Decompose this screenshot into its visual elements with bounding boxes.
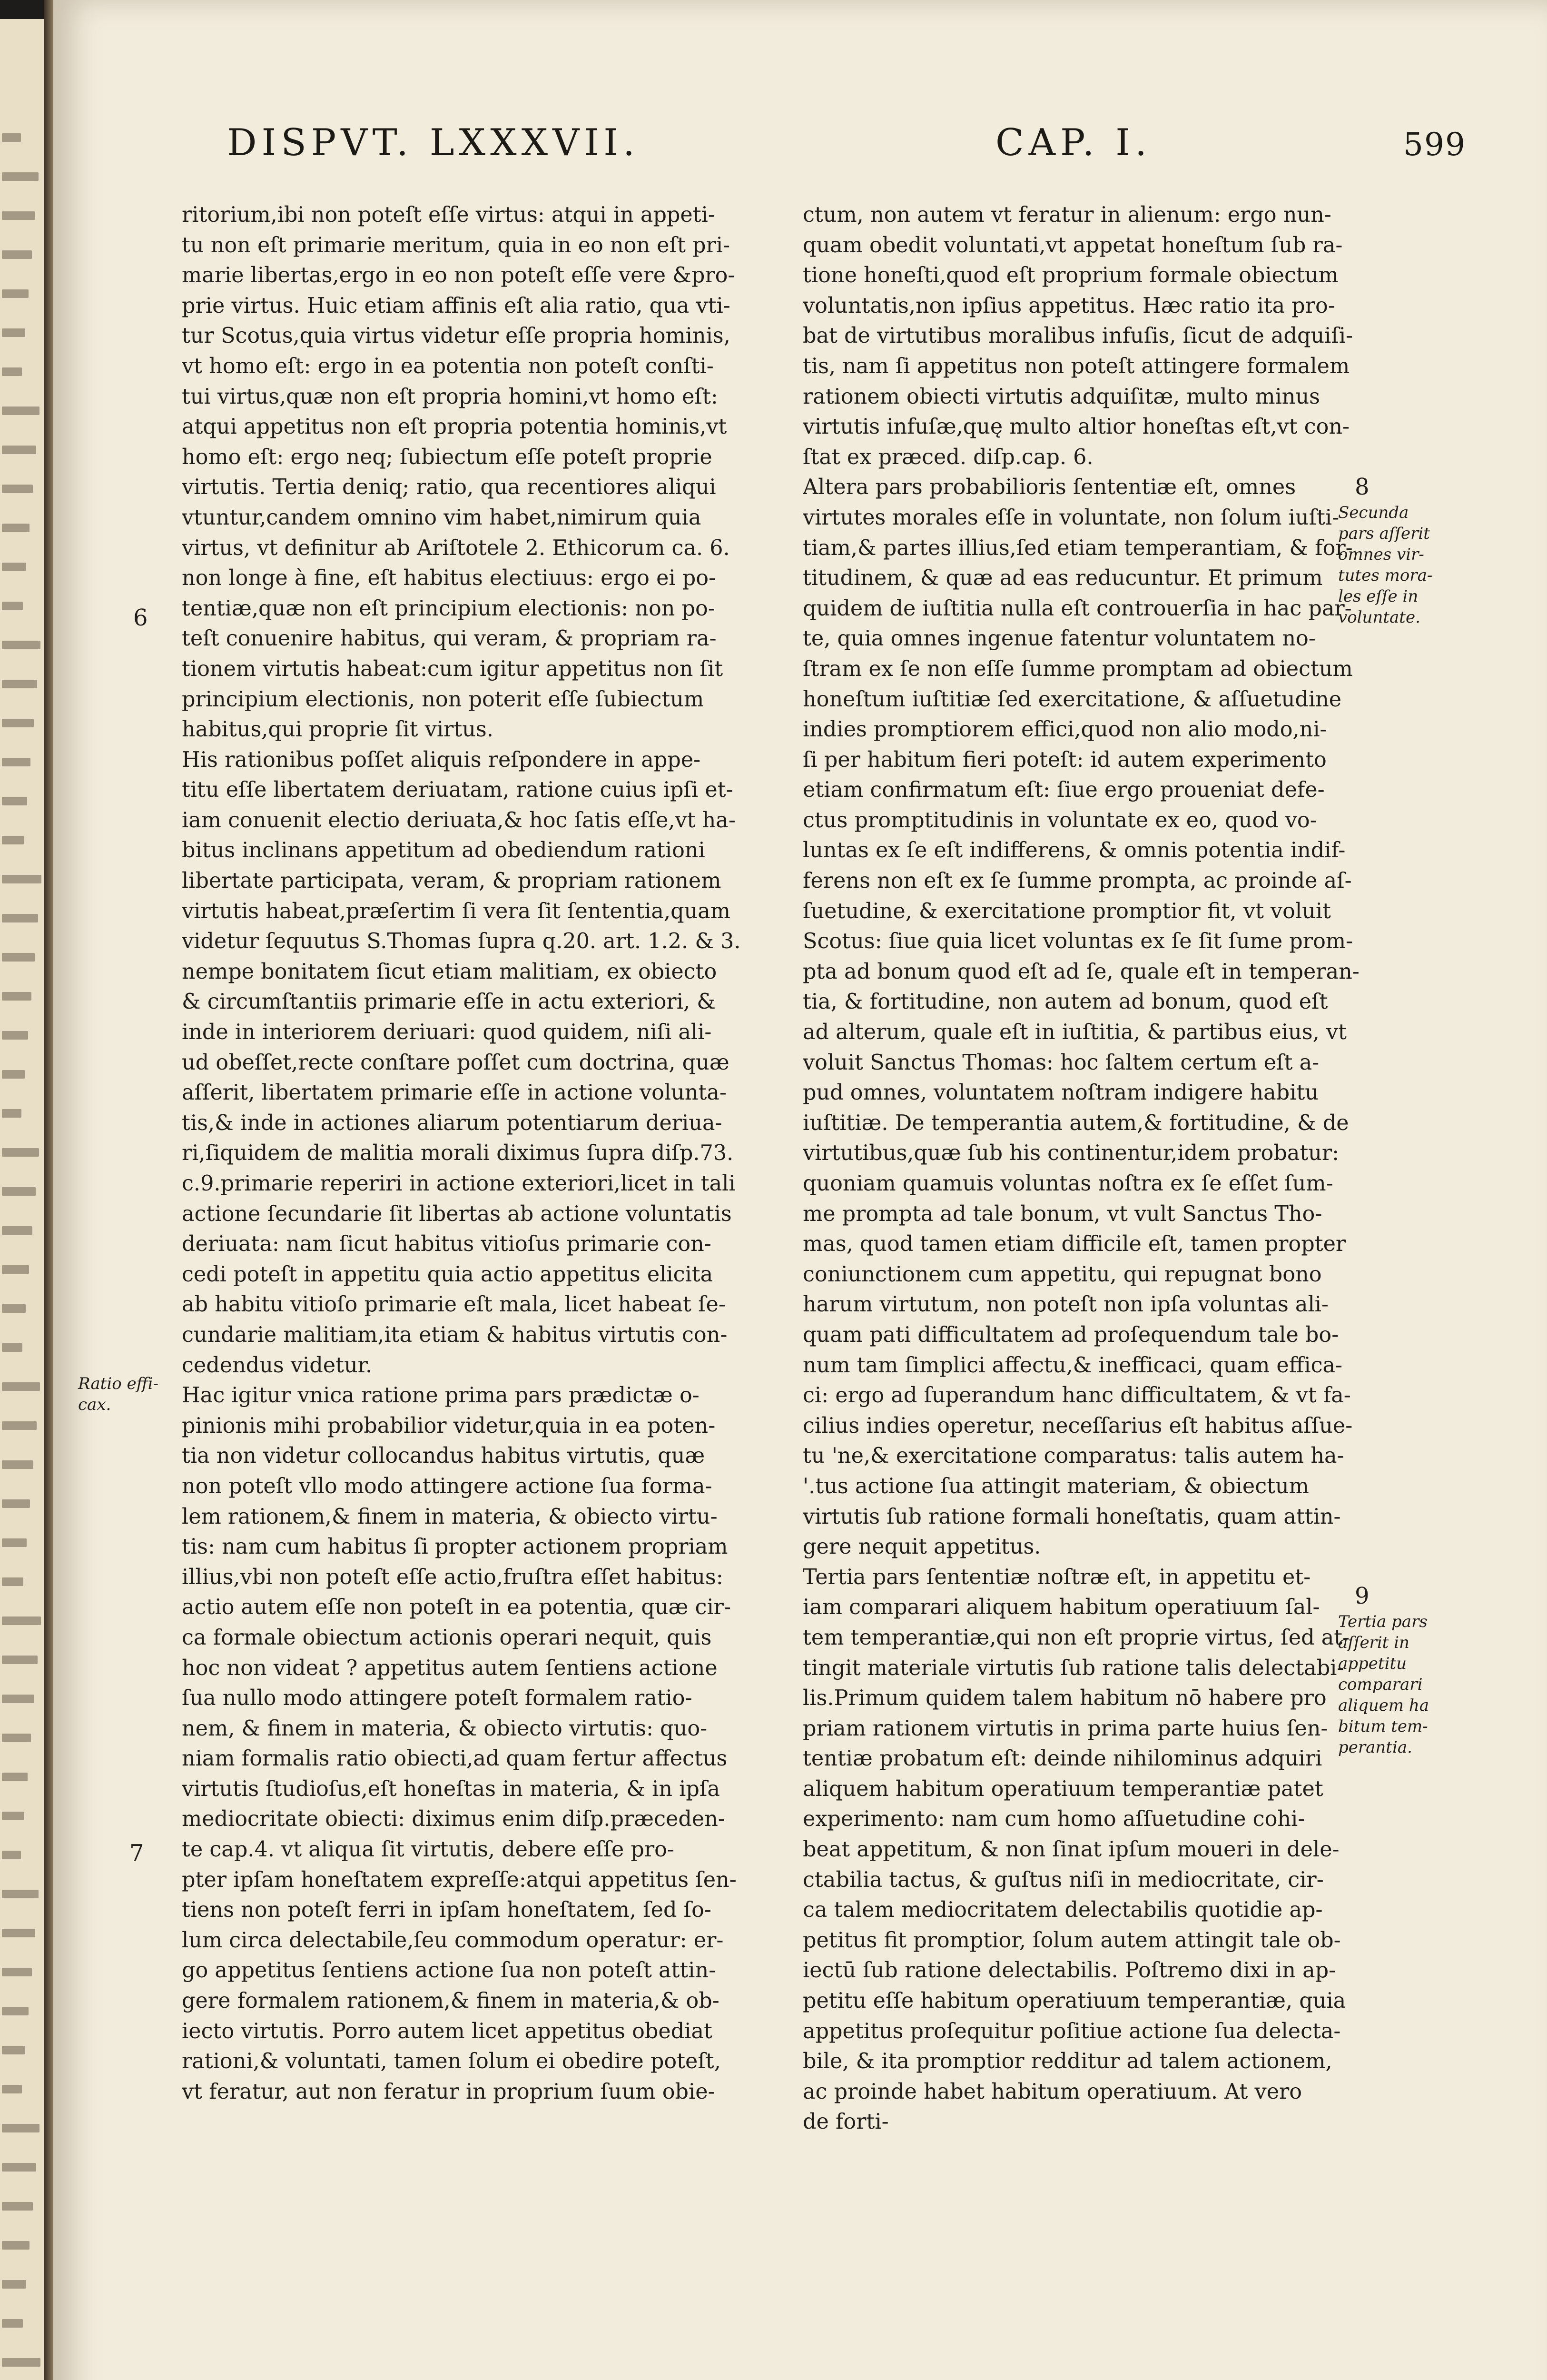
previous-page-text-fragment — [2, 1695, 34, 1703]
text-line: inde in interiorem deriuari: quod quidem, niſi ali- — [182, 1020, 712, 1045]
text-line: tentiæ,quæ non eſt principium electionis: non po- — [182, 596, 715, 621]
text-line: iam conuenit electio deriuata,& hoc ſatis eſſe,vt ha- — [182, 808, 736, 833]
text-line: tis, nam ſi appetitus non poteſt attingere formalem — [803, 354, 1350, 378]
text-line: iam comparari aliquem habitum operatiuum ſal- — [803, 1595, 1320, 1620]
text-line: gere nequit appetitus. — [803, 1535, 1041, 1559]
previous-page-text-fragment — [2, 1031, 28, 1040]
text-line: tione honeſti,quod eſt proprium formale obiectum — [803, 263, 1339, 288]
previous-page-text-fragment — [2, 1109, 21, 1118]
text-line: lum circa delectabile,ſeu commodum operatur: er- — [182, 1928, 724, 1953]
text-line: ri,ſiquidem de malitia morali diximus ſupra diſp.73. — [182, 1141, 734, 1166]
text-line: virtutis. Tertia deniq; ratio, qua recentiores aliqui — [182, 475, 716, 500]
text-line: cedendus videtur. — [182, 1353, 373, 1378]
previous-page-text-fragment — [2, 602, 23, 610]
text-line: tui virtus,quæ non eſt propria homini,vt homo eſt: — [182, 384, 718, 409]
previous-page-text-fragment — [2, 1499, 30, 1508]
text-line: tis,& inde in actiones aliarum potentiarum deriua- — [182, 1111, 722, 1135]
previous-page-text-fragment — [2, 250, 32, 259]
text-line: actione ſecundarie ſit libertas ab actione voluntatis — [182, 1201, 732, 1226]
text-line: Scotus: ſiue quia licet voluntas ex ſe ſit ſume prom- — [803, 929, 1353, 954]
text-line: mas, quod tamen etiam difficile eſt, tamen propter — [803, 1232, 1346, 1257]
text-line: lem rationem,& finem in materia, & obiecto virtu- — [182, 1504, 718, 1529]
text-line: iuſtitiæ. De temperantia autem,& fortitudine, & de — [803, 1111, 1349, 1135]
text-line: vtuntur,candem omnino vim habet,nimirum quia — [182, 505, 701, 530]
text-line: ſtat ex præced. diſp.cap. 6. — [803, 445, 1094, 469]
text-line: ctum, non autem vt feratur in alienum: ergo nun- — [803, 203, 1331, 227]
text-line: pud omnes, voluntatem noſtram indigere habitu — [803, 1081, 1319, 1105]
previous-page-text-fragment — [2, 1851, 21, 1859]
previous-page-text-fragment — [2, 1929, 35, 1937]
previous-page-text-fragment — [2, 2085, 22, 2093]
previous-page-text-fragment — [2, 211, 35, 220]
text-line: voluit Sanctus Thomas: hoc ſaltem certum eſt a- — [803, 1050, 1320, 1075]
right-text-column — [803, 200, 1407, 2137]
text-line: principium electionis, non poterit eſſe ſubiectum — [182, 687, 704, 712]
header-chapter: CAP. I. — [995, 121, 1152, 164]
text-line: cundarie malitiam,ita etiam & habitus virtutis con- — [182, 1322, 728, 1347]
text-line: voluntatis,non ipſius appetitus. Hæc ratio ita pro- — [803, 293, 1335, 318]
text-line: iectū ſub ratione delectabilis. Poſtremo dixi in ap- — [803, 1958, 1336, 1983]
previous-page-text-fragment — [2, 758, 30, 766]
previous-page-text-fragment — [2, 563, 26, 571]
text-line: hoc non videat ? appetitus autem ſentiens actione — [182, 1656, 718, 1680]
previous-page-text-fragment — [2, 1265, 29, 1274]
previous-page-text-fragment — [2, 1343, 22, 1352]
margin-number-6: 6 — [133, 605, 148, 631]
text-line: tionem virtutis habeat:cum igitur appetitus non ſit — [182, 656, 723, 681]
text-line: coniunctionem cum appetitu, qui repugnat bono — [803, 1262, 1322, 1287]
text-line: pter ipſam honeſtatem expreſſe:atqui appetitus ſen- — [182, 1867, 737, 1892]
previous-page-text-fragment — [2, 1070, 25, 1079]
previous-page-text-fragment — [2, 875, 41, 883]
text-line: ſtram ex ſe non eſſe ſumme promptam ad obiectum — [803, 656, 1353, 681]
text-line: rationem obiecti virtutis adquiſitæ, multo minus — [803, 384, 1320, 409]
text-line: quoniam quamuis voluntas noſtra ex ſe eſſet ſum- — [803, 1171, 1333, 1196]
previous-page-text-fragment — [2, 1538, 27, 1547]
margin-number-9: 9 — [1355, 1583, 1370, 1609]
text-line: ca talem mediocritatem delectabilis quotidie ap- — [803, 1898, 1323, 1923]
text-line: ſua nullo modo attingere poteſt formalem ratio- — [182, 1686, 692, 1711]
text-line: ud obeſſet,recte conſtare poſſet cum doctrina, quæ — [182, 1050, 729, 1075]
previous-page-text-fragment — [2, 836, 24, 844]
page-number: 599 — [1403, 126, 1466, 163]
text-line: ac proinde habet habitum operatiuum. At vero — [803, 2079, 1302, 2104]
previous-page-text-fragment — [2, 1773, 28, 1781]
text-line: cedi poteſt in appetitu quia actio appetitus elicita — [182, 1262, 713, 1287]
text-line: tu 'ne,& exercitatione comparatus: talis autem ha- — [803, 1444, 1344, 1468]
text-line: illius,vbi non poteſt eſſe actio,fruſtra eſſet habitus: — [182, 1565, 723, 1589]
previous-page-text-fragment — [2, 1656, 38, 1664]
previous-page-text-fragment — [2, 289, 29, 298]
text-line: ſi per habitum fieri poteſt: id autem experimento — [803, 747, 1327, 772]
text-line: mediocritate obiecti: diximus enim diſp.præceden- — [182, 1807, 725, 1832]
previous-page-text-fragment — [2, 2046, 25, 2054]
text-line: titudinem, & quæ ad eas reducuntur. Et primum — [803, 566, 1323, 591]
previous-page-text-fragment — [2, 1968, 32, 1976]
text-line: experimento: nam cum homo aſſuetudine cohi- — [803, 1807, 1305, 1832]
text-line: rationi,& voluntati, tamen ſolum ei obedire poteſt, — [182, 2049, 721, 2074]
text-line: petitus fit promptior, ſolum autem attingit tale ob- — [803, 1928, 1341, 1953]
text-line: quam obedit voluntati,vt appetat honeſtum ſub ra- — [803, 233, 1343, 258]
previous-page-text-fragment — [2, 1577, 23, 1586]
text-line: bitus inclinans appetitum ad obediendum rationi — [182, 838, 705, 863]
text-line: virtutes morales eſſe in voluntate, non ſolum iuſti- — [803, 505, 1340, 530]
previous-page-text-fragment — [2, 2280, 26, 2289]
text-line: luntas ex ſe eſt indifferens, & omnis potentia indif- — [803, 838, 1346, 863]
previous-page-text-fragment — [2, 2124, 39, 2132]
text-line: deriuata: nam ſicut habitus vitioſus primarie con- — [182, 1232, 711, 1257]
previous-page-text-fragment — [2, 2241, 30, 2250]
previous-page-text-fragment — [2, 797, 27, 805]
text-line: virtus, vt definitur ab Ariſtotele 2. Ethicorum ca. 6. — [182, 536, 730, 560]
margin-note-tertia-pars: Tertia pars aſſerit in appetitu comparari aliquem ha bitum tem- perantia. — [1338, 1612, 1429, 1757]
previous-page-text-fragment — [2, 407, 39, 415]
text-line: homo eſt: ergo neq; ſubiectum eſſe poteſt proprie — [182, 445, 712, 469]
text-line: bile, & ita promptior redditur ad talem actionem, — [803, 2049, 1332, 2074]
text-line: vt feratur, aut non feratur in proprium ſuum obie- — [182, 2079, 715, 2104]
text-line: c.9.primarie reperiri in actione exteriori,licet in tali — [182, 1171, 736, 1196]
text-line: ctus promptitudinis in voluntate ex eo, quod vo- — [803, 808, 1317, 833]
text-line: virtutibus,quæ ſub his continentur,idem probatur: — [803, 1141, 1340, 1166]
text-line: '.tus actione ſua attingit materiam, & obiectum — [803, 1474, 1309, 1498]
previous-page-text-fragment — [2, 1734, 31, 1742]
text-line: quam pati difficultatem ad proſequendum tale bo- — [803, 1322, 1339, 1347]
text-line: & circumſtantiis primarie eſſe in actu exteriori, & — [182, 990, 716, 1014]
text-line: atqui appetitus non eſt propria potentia hominis,vt — [182, 415, 727, 439]
text-line: petitu eſſe habitum operatiuum temperantiæ, quia — [803, 1989, 1346, 2013]
text-line: tu non eſt primarie meritum, quia in eo non eſt pri- — [182, 233, 730, 258]
text-line: tia, & fortitudine, non autem ad bonum, quod eſt — [803, 990, 1328, 1014]
text-line: lis.Primum quidem talem habitum nō habere pro — [803, 1686, 1327, 1711]
text-line: ferens non eſt ex ſe ſumme prompta, ac proinde aſ- — [803, 869, 1352, 893]
text-line: go appetitus ſentiens actione ſua non poteſt attin- — [182, 1958, 716, 1983]
previous-page-text-fragment — [2, 1616, 41, 1625]
text-line: gere formalem rationem,& finem in materia,& ob- — [182, 1989, 719, 2013]
text-line: tentiæ probatum eſt: deinde nihilominus adquiri — [803, 1746, 1322, 1771]
text-line: tingit materiale virtutis ſub ratione talis delectabi- — [803, 1656, 1344, 1680]
text-line: marie libertas,ergo in eo non poteſt eſſe vere &pro- — [182, 263, 735, 288]
text-line: beat appetitum, & non ſinat ipſum moueri in dele- — [803, 1837, 1340, 1862]
text-line: etiam confirmatum eſt: ſiue ergo proueniat defe- — [803, 778, 1325, 803]
text-line: ca formale obiectum actionis operari nequit, quis — [182, 1625, 712, 1650]
margin-number-8: 8 — [1355, 474, 1370, 500]
text-line: habitus,qui proprie ſit virtus. — [182, 717, 493, 742]
book-page — [53, 0, 1547, 2380]
previous-page-text-fragment — [2, 172, 39, 181]
text-line: nem, & finem in materia, & obiecto virtutis: quo- — [182, 1716, 708, 1741]
previous-page-text-fragment — [2, 446, 36, 454]
previous-page-text-fragment — [2, 367, 22, 376]
text-line: num tam ſimplici affectu,& inefficaci, quam effica- — [803, 1353, 1343, 1378]
text-line: Hac igitur vnica ratione prima pars prædictæ o- — [182, 1383, 700, 1408]
previous-page-text-fragment — [2, 2358, 40, 2367]
text-line: titu eſſe libertatem deriuatam, ratione cuius ipſi et- — [182, 778, 733, 803]
text-line: teſt conuenire habitus, qui veram, & propriam ra- — [182, 626, 717, 651]
text-line: ab habitu vitioſo primarie eſt mala, licet habeat ſe- — [182, 1292, 726, 1317]
previous-page-text-fragment — [2, 1460, 33, 1469]
text-line: pta ad bonum quod eſt ad ſe, quale eſt in temperan- — [803, 959, 1360, 984]
previous-page-text-fragment — [2, 1187, 36, 1196]
text-line: me prompta ad tale bonum, vt vult Sanctus Tho- — [803, 1201, 1322, 1226]
margin-note-ratio: Ratio effi- cax. — [78, 1374, 159, 1414]
text-line: vt homo eſt: ergo in ea potentia non poteſt conſti- — [182, 354, 714, 378]
text-line: Altera pars probabilioris ſententiæ eſt, omnes — [803, 475, 1296, 500]
text-line: niam formalis ratio obiecti,ad quam fertur affectus — [182, 1746, 728, 1771]
text-line: de forti- — [803, 2110, 889, 2134]
previous-page-text-fragment — [2, 2319, 23, 2328]
text-line: virtutis infuſæ,quę multo altior honeſtas eſt,vt con- — [803, 415, 1350, 439]
text-line: ſuetudine, & exercitatione promptior fit, vt voluit — [803, 899, 1331, 923]
previous-page-text-fragment — [2, 1304, 26, 1313]
previous-page-text-fragment — [2, 1890, 39, 1898]
previous-page-text-fragment — [2, 2007, 29, 2015]
previous-page-text-fragment — [2, 2163, 36, 2172]
text-line: ctabilia tactus, & guſtus niſi in mediocritate, cir- — [803, 1867, 1324, 1892]
text-line: tiam,& partes illius,ſed etiam temperantiam, & for- — [803, 536, 1353, 560]
book-gutter — [44, 0, 53, 2380]
left-text-column — [182, 200, 772, 2107]
text-line: ritorium,ibi non poteſt eſſe virtus: atqui in appeti- — [182, 203, 715, 227]
text-line: libertate participata, veram, & propriam rationem — [182, 869, 721, 893]
previous-page-text-fragment — [2, 133, 21, 142]
text-line: aſſerit, libertatem primarie eſſe in actione volunta- — [182, 1081, 727, 1105]
previous-page-text-fragment — [2, 524, 30, 532]
text-line: nempe bonitatem ſicut etiam malitiam, ex obiecto — [182, 959, 717, 984]
text-line: quidem de iuſtitia nulla eſt controuerſia in hac par- — [803, 596, 1352, 621]
text-line: honeſtum iuſtitiæ ſed exercitatione, & aſſuetudine — [803, 687, 1342, 712]
running-header — [182, 121, 1466, 183]
text-line: virtutis ſtudioſus,eſt honeſtas in materia, & in ipſa — [182, 1776, 720, 1801]
previous-page-edge — [0, 19, 45, 2380]
previous-page-text-fragment — [2, 1812, 24, 1820]
text-line: prie virtus. Huic etiam affinis eſt alia ratio, qua vti- — [182, 293, 730, 318]
text-line: tur Scotus,quia virtus videtur eſſe propria hominis, — [182, 324, 730, 348]
margin-number-7: 7 — [129, 1840, 144, 1866]
text-line: tiens non poteſt ferri in ipſam honeſtatem, ſed ſo- — [182, 1898, 711, 1923]
text-line: iecto virtutis. Porro autem licet appetitus obediat — [182, 2019, 712, 2043]
text-line: ad alterum, quale eſt in iuſtitia, & partibus eius, vt — [803, 1020, 1347, 1045]
previous-page-text-fragment — [2, 2202, 33, 2211]
previous-page-text-fragment — [2, 1382, 40, 1391]
previous-page-text-fragment — [2, 1148, 39, 1157]
previous-page-text-fragment — [2, 1226, 32, 1235]
text-line: te, quia omnes ingenue fatentur voluntatem no- — [803, 626, 1316, 651]
previous-page-text-fragment — [2, 914, 38, 922]
text-line: aliquem habitum operatiuum temperantiæ patet — [803, 1776, 1323, 1801]
text-line: cilius indies operetur, neceſſarius eſt habitus aſſue- — [803, 1413, 1353, 1438]
previous-page-text-fragment — [2, 328, 25, 337]
previous-page-text-fragment — [2, 1421, 37, 1430]
previous-page-text-fragment — [2, 485, 33, 493]
previous-page-text-fragment — [2, 719, 34, 727]
text-line: non longe à fine, eſt habitus electiuus: ergo ei po- — [182, 566, 716, 591]
text-line: tis: nam cum habitus ſi propter actionem propriam — [182, 1535, 728, 1559]
text-line: non poteſt vllo modo attingere actione ſua forma- — [182, 1474, 712, 1498]
text-line: tem temperantiæ,qui non eſt proprie virtus, ſed at- — [803, 1625, 1350, 1650]
previous-page-text-fragment — [2, 680, 37, 688]
text-line: Tertia pars ſententiæ noſtræ eſt, in appetitu et- — [803, 1565, 1311, 1589]
header-disputation: DISPVT. LXXXVII. — [227, 121, 640, 164]
previous-page-text-fragment — [2, 992, 31, 1001]
text-line: te cap.4. vt aliqua ſit virtutis, debere eſſe pro- — [182, 1837, 674, 1862]
text-line: harum virtutum, non poteſt non ipſa voluntas ali- — [803, 1292, 1329, 1317]
text-line: pinionis mihi probabilior videtur,quia in ea poten- — [182, 1413, 716, 1438]
text-line: videtur ſequutus S.Thomas ſupra q.20. art. 1.2. & 3. — [182, 929, 741, 954]
margin-note-secunda-pars: Secunda pars aſſerit omnes vir- tutes mora- les eſſe in voluntate. — [1338, 503, 1433, 627]
text-line: virtutis habeat,præſertim ſi vera ſit ſententia,quam — [182, 899, 730, 923]
previous-page-text-fragment — [2, 641, 40, 649]
text-line: bat de virtutibus moralibus infuſis, ſicut de adquiſi- — [803, 324, 1353, 348]
text-line: ci: ergo ad ſuperandum hanc difficultatem, & vt fa- — [803, 1383, 1351, 1408]
previous-page-text-fragment — [2, 953, 35, 962]
text-line: actio autem eſſe non poteſt in ea potentia, quæ cir- — [182, 1595, 731, 1620]
text-line: indies promptiorem effici,quod non alio modo,ni- — [803, 717, 1327, 742]
text-line: His rationibus poſſet aliquis reſpondere in appe- — [182, 747, 701, 772]
text-line: priam rationem virtutis in prima parte huius ſen- — [803, 1716, 1328, 1741]
text-line: virtutis ſub ratione formali honeſtatis, quam attin- — [803, 1504, 1341, 1529]
text-line: appetitus proſequitur poſitiue actione ſua delecta- — [803, 2019, 1341, 2043]
text-line: tia non videtur collocandus habitus virtutis, quæ — [182, 1444, 705, 1468]
